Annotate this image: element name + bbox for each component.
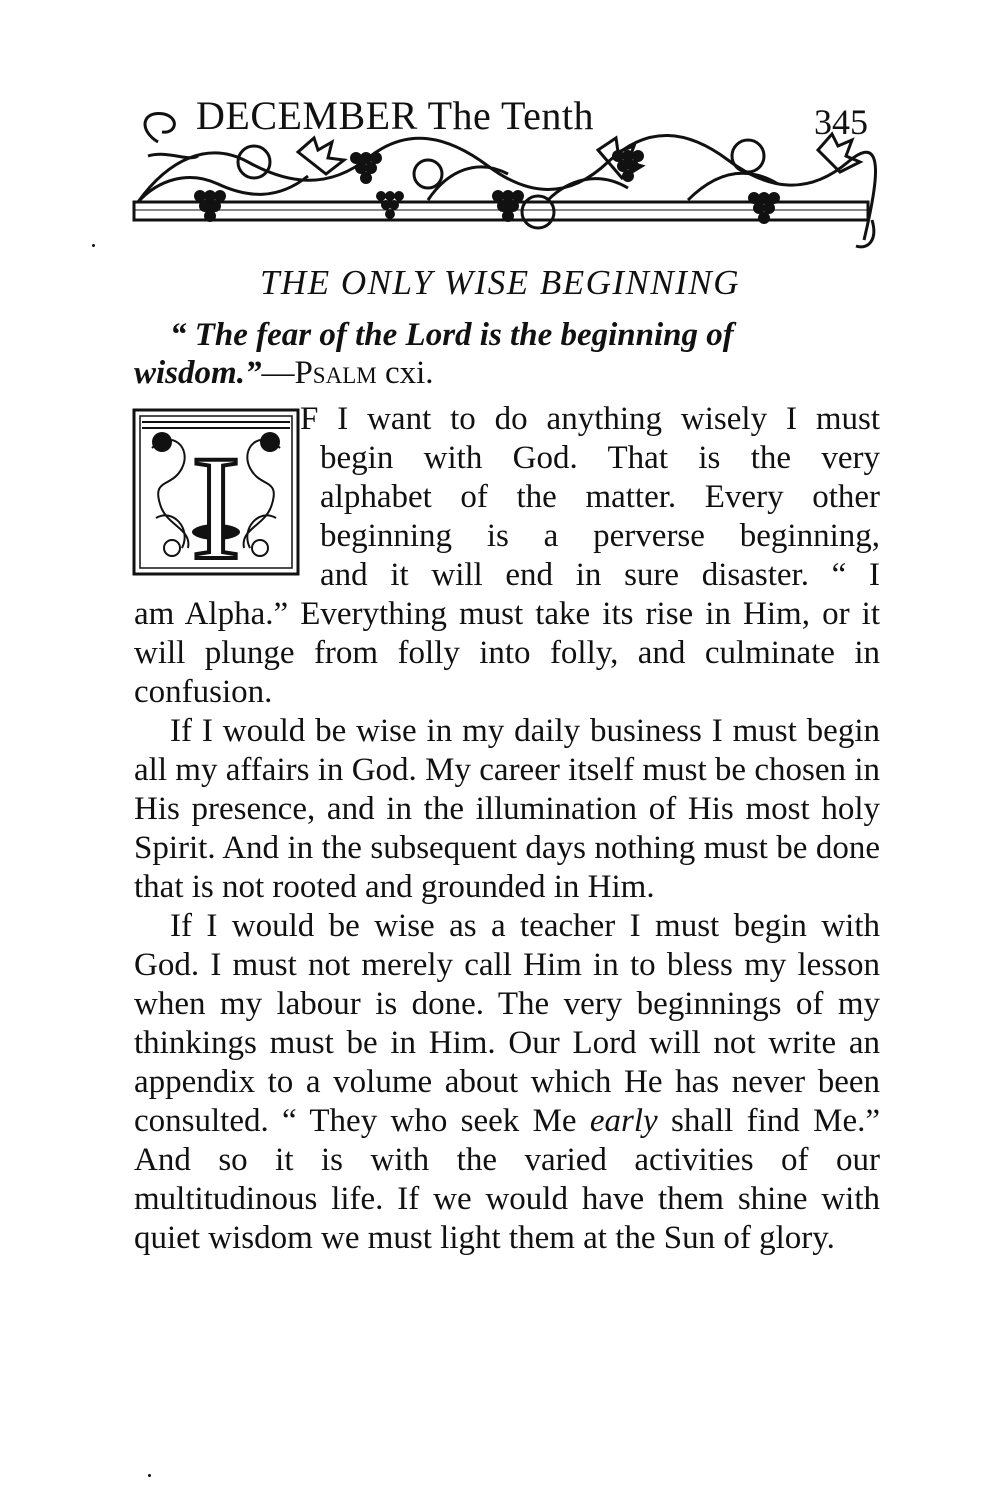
paragraph-3 (134, 907, 880, 1258)
epigraph-source-book: Psalm (294, 355, 377, 391)
chapter-heading: THE ONLY WISE BEGINNING (259, 263, 741, 302)
print-speck (92, 244, 95, 247)
paragraph-2: If I would be wise in my daily business I must begin all my affairs in God. My career itself must be chosen in His presence, and in the illumination of His most holy Spirit. And in the subsequent days nothing must be done that is not rooted and grounded in Him. (134, 713, 880, 905)
p3-italic-word: early (589, 1103, 658, 1139)
epigraph-dash: — (261, 355, 295, 391)
epigraph-quote: “ The fear of the Lord is the beginning of wisdom.” (134, 317, 734, 391)
p3-text-b: shall find Me.” And so it is with the varied activities of our multitudinous life. If we would have them shine with quiet wisdom we must light them at the Sun of glory. (134, 1103, 880, 1256)
page-number: 345 (814, 102, 868, 142)
print-speck (148, 1474, 151, 1477)
p3-text-a: If I would be wise as a teacher I must begin with God. I must not merely call Him in to bless my lesson when my labour is done. The very beginnings of my thinkings must be in Him. Our Lord will not write an appendix to a volume about which He has never been consulted. “ They who seek Me (134, 908, 880, 1139)
grapevine-ornament-icon (128, 100, 880, 262)
dropcap-letter: I (191, 425, 241, 576)
paragraph-1 (134, 400, 880, 712)
epigraph-source-chapter: cxi. (384, 355, 434, 391)
page-header-title: DECEMBER The Tenth (196, 93, 595, 138)
epigraph (134, 316, 880, 392)
p1-capline-1: F I want to do anything wisely I must (300, 401, 880, 437)
p1-capline-5: and it will end in sure disaster. “ I (320, 557, 880, 593)
p1-capline-4: beginning is a perverse beginning, (320, 518, 880, 554)
p1-rest: am Alpha.” Everything must take its rise in Him, or it will plunge from folly into folly, and culminate in confusion. (134, 596, 880, 710)
p1-capline-2: begin with God. That is the very (320, 440, 880, 476)
body-text (134, 400, 880, 1258)
p1-capline-3: alphabet of the matter. Every other (320, 479, 880, 515)
